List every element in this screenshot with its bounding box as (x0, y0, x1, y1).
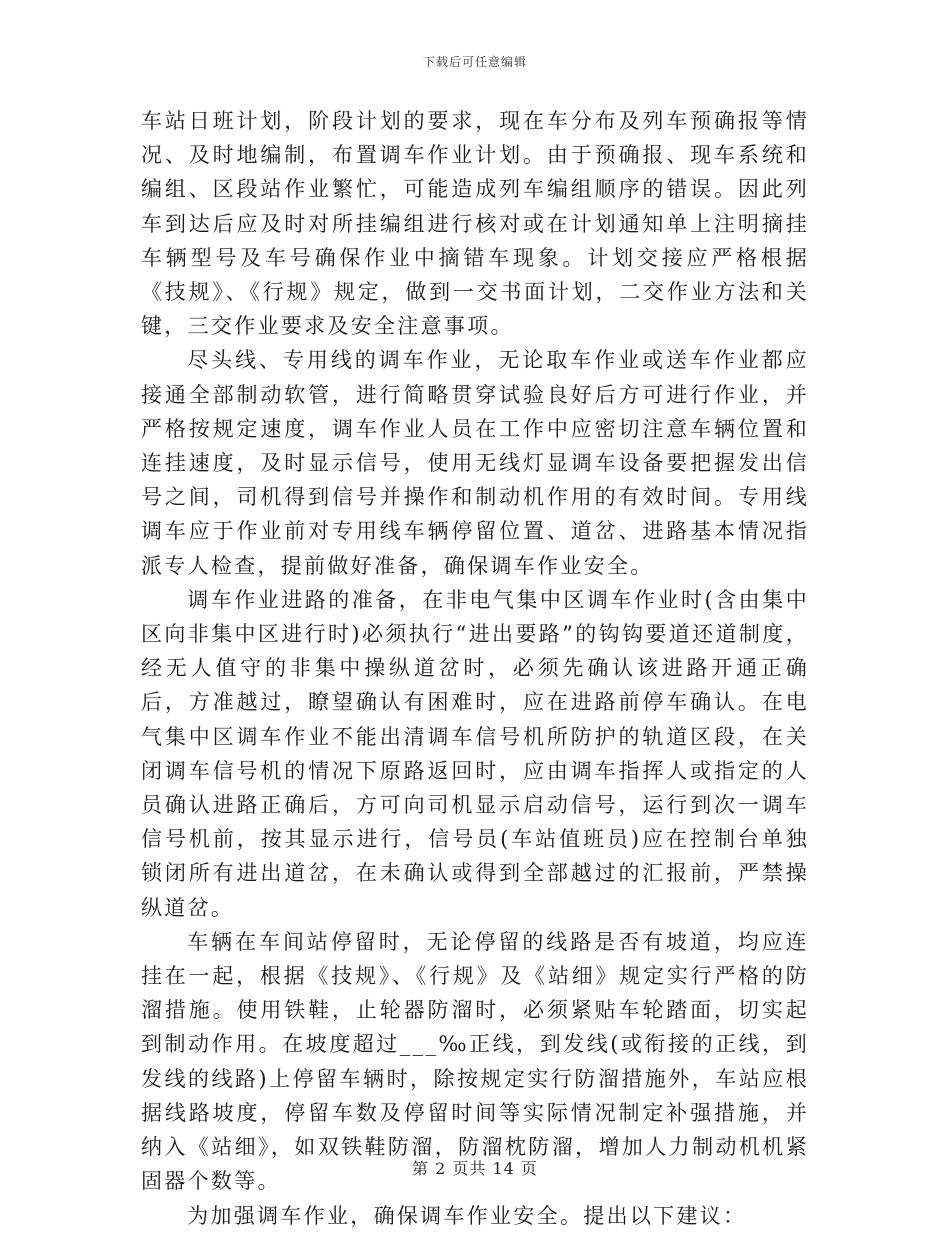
paragraph-4: 车辆在车间站停留时，无论停留的线路是否有坡道，均应连挂在一起，根据《技规》、《行规》及《站细》规定实行严格的防溜措施。使用铁鞋，止轮器防溜时，必须紧贴车轮踏面，切实起到制动作用。在坡度超过___‰正线，到发线(或衔接的正线，到发线的线路)上停留车辆时，除按规定实行防溜措施外，车站应根据线路坡度，停留车数及停留时间等实际情况制定补强措施，并纳入《站细》，如双铁鞋防溜，防溜枕防溜，增加人力制动机机紧固器个数等。 (141, 929, 809, 1194)
document-body (141, 104, 809, 1233)
paragraph-1: 车站日班计划，阶段计划的要求，现在车分布及列车预确报等情况、及时地编制，布置调车作业计划。由于预确报、现车系统和编组、区段站作业繁忙，可能造成列车编组顺序的错误。因此列车到达后应及时对所挂编组进行核对或在计划通知单上注明摘挂车辆型号及车号确保作业中摘错车现象。计划交接应严格根据《技规》、《行规》规定，做到一交书面计划，二交作业方法和关键，三交作业要求及安全注意事项。 (141, 109, 809, 339)
paragraph-5: 为加强调车作业，确保调车作业安全。提出以下建议： (187, 1203, 747, 1228)
page-header: 下载后可任意编辑 (422, 55, 527, 69)
page-number: 第 2 页共 14 页 (412, 1159, 538, 1178)
paragraph-3: 调车作业进路的准备，在非电气集中区调车作业时(含由集中区向非集中区进行时)必须执行“进出要路”的钩钩要道还道制度，经无人值守的非集中操纵道岔时，必须先确认该进路开通正确后，方准越过，瞭望确认有困难时，应在进路前停车确认。在电气集中区调车作业不能出清调车信号机所防护的轨道区段，在关闭调车信号机的情况下原路返回时，应由调车指挥人或指定的人员确认进路正确后，方可向司机显示启动信号，运行到次一调车信号机前，按其显示进行，信号员(车站值班员)应在控制台单独锁闭所有进出道岔，在未确认或得到全部越过的汇报前，严禁操纵道岔。 (141, 587, 809, 920)
paragraph-2: 尽头线、专用线的调车作业，无论取车作业或送车作业都应接通全部制动软管，进行简略贯穿试验良好后方可进行作业，并严格按规定速度，调车作业人员在工作中应密切注意车辆位置和连挂速度，及时显示信号，使用无线灯显调车设备要把握发出信号之间，司机得到信号并操作和制动机作用的有效时间。专用线调车应于作业前对专用线车辆停留位置、道岔、进路基本情况指派专人检查，提前做好准备，确保调车作业安全。 (141, 348, 809, 578)
